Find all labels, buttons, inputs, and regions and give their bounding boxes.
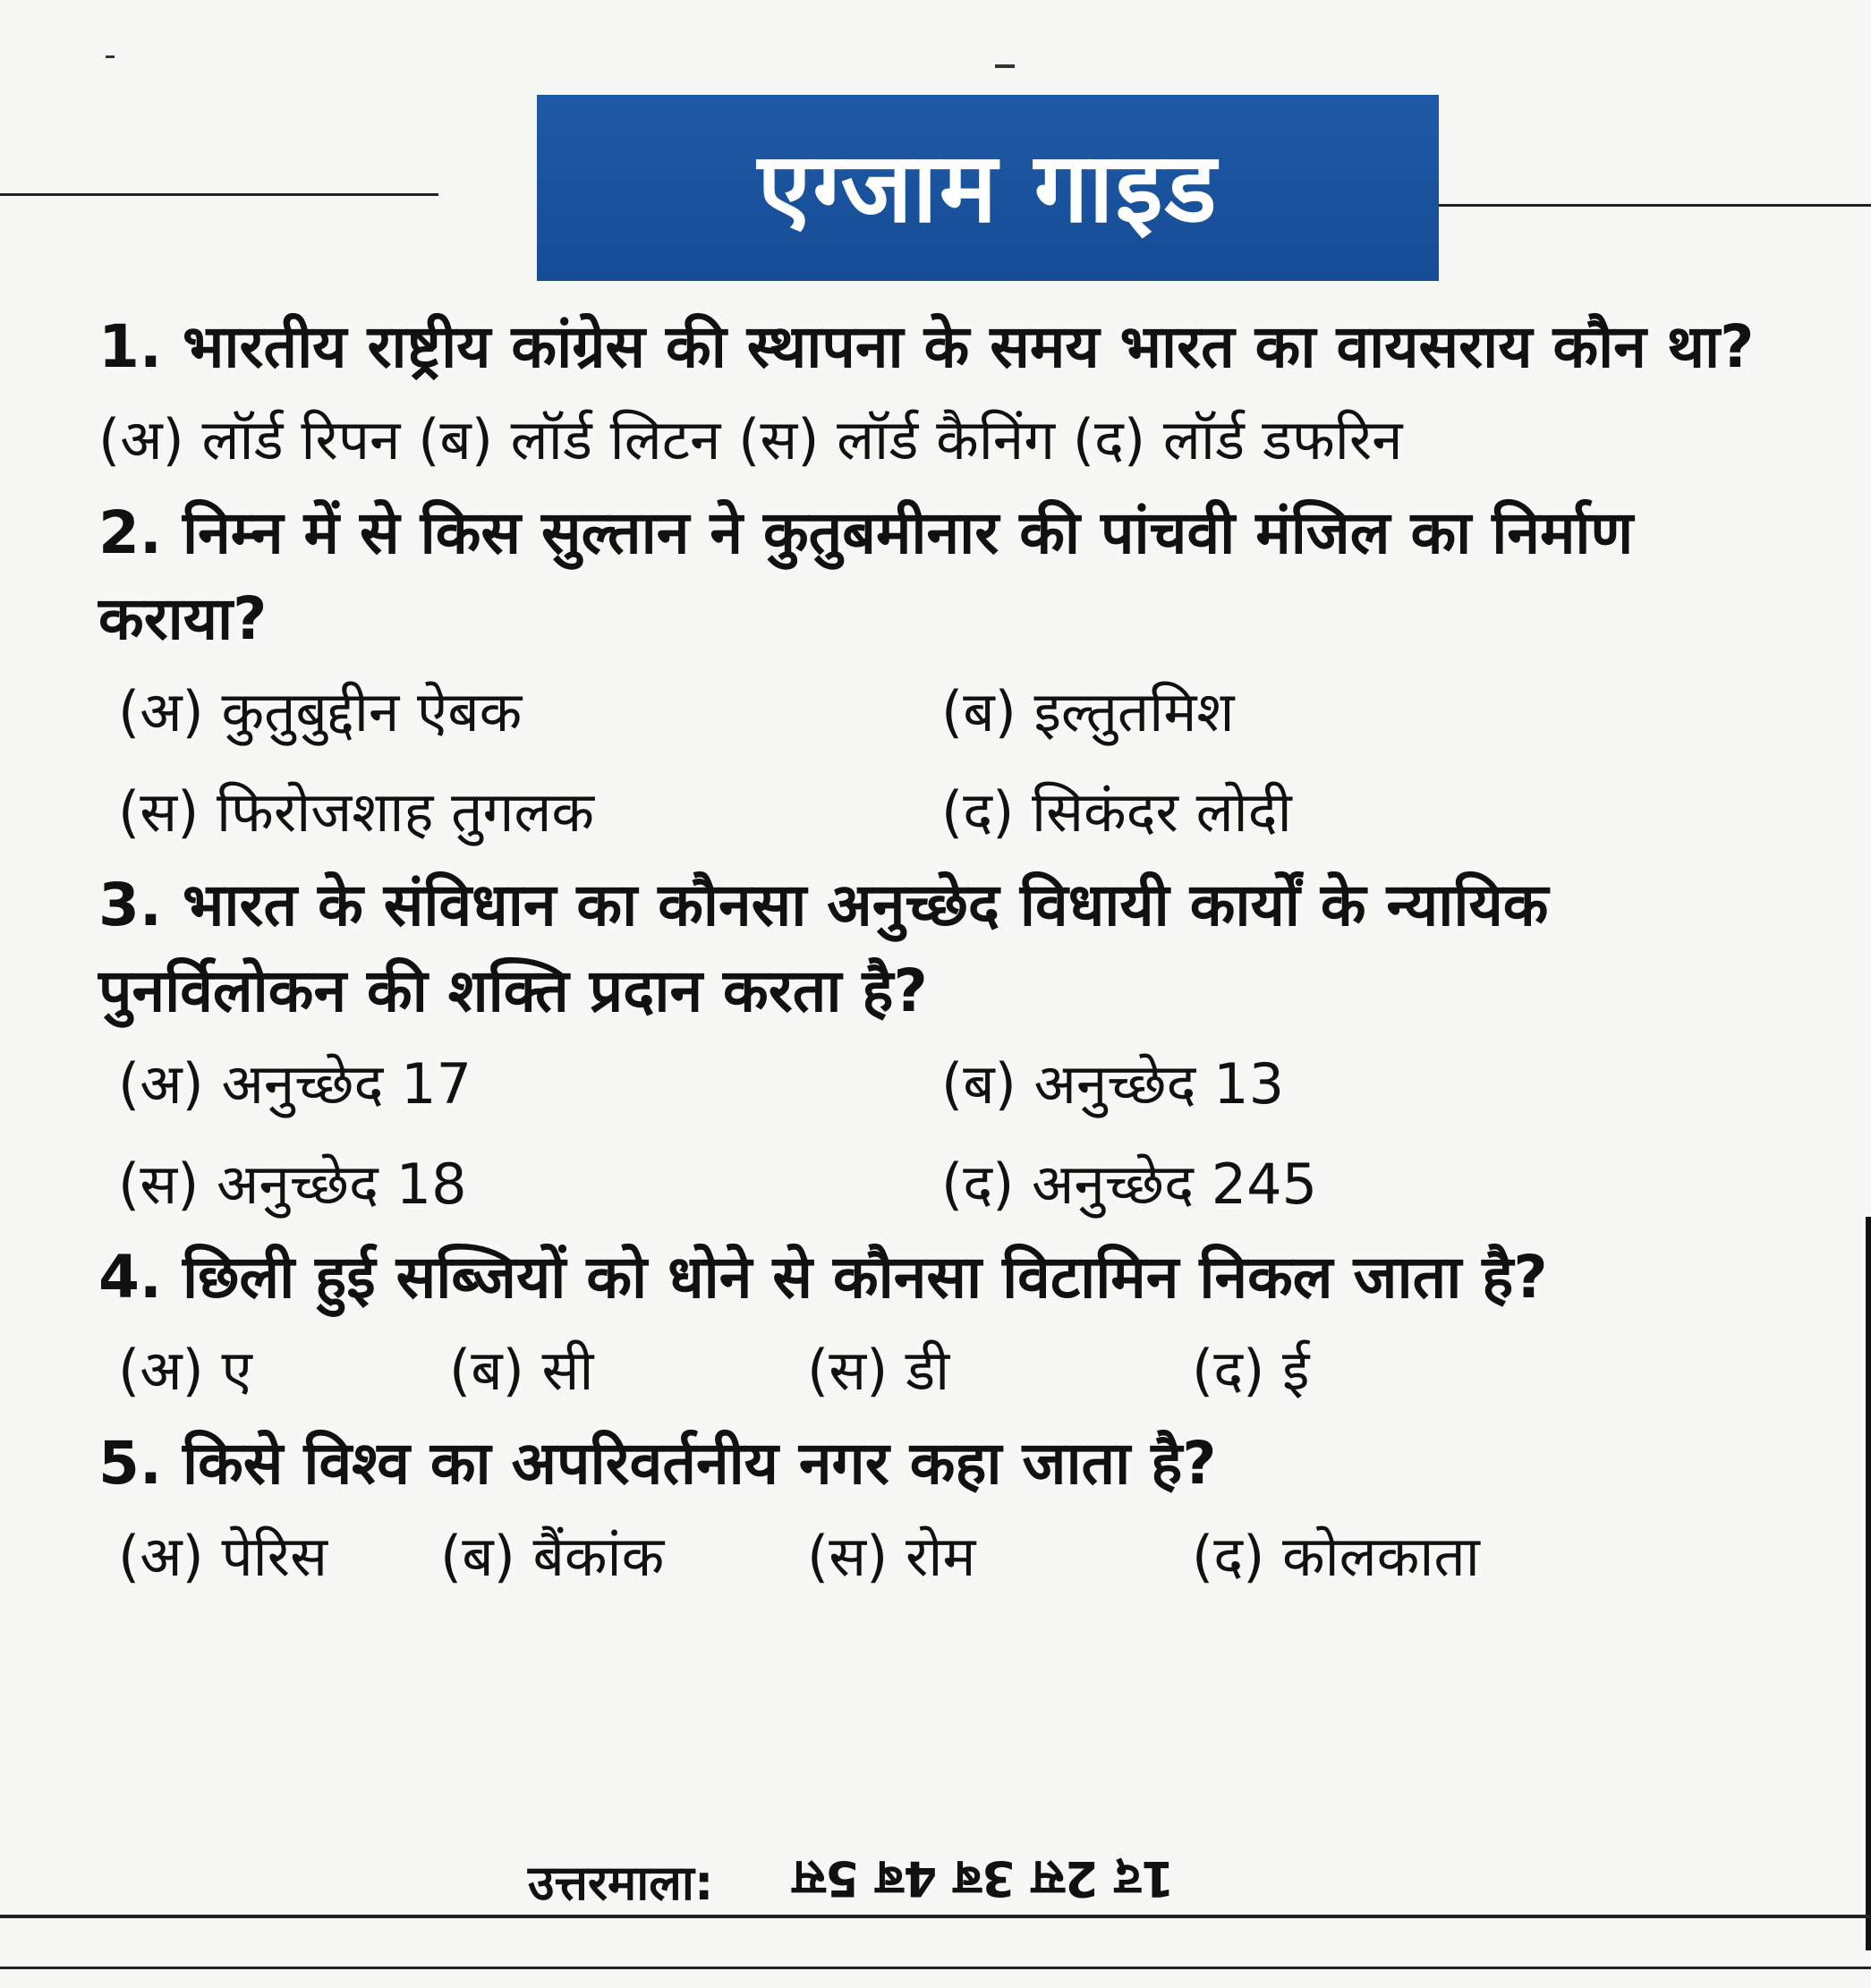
question-4 [98, 1235, 1816, 1421]
options-row [98, 390, 1816, 490]
question-number: 2. [98, 498, 162, 567]
option-d: (द) कोलकाता [1192, 1524, 1480, 1589]
question-2 [98, 490, 1816, 862]
option-d: (द) अनुच्छेद 245 [941, 1151, 1318, 1217]
page-rule-bottom [0, 1967, 1871, 1969]
question-text: छिली हुई सब्जियों को धोने से कौनसा विटामिन निकल जाता है? [182, 1243, 1548, 1312]
option-b: (ब) सी [449, 1338, 594, 1403]
option-c: (स) अनुच्छेद 18 [118, 1151, 467, 1217]
question-text: निम्न में से किस सुल्तान ने कुतुबमीनार की पांचवी मंजिल का निर्माण कराया? [98, 498, 1634, 653]
option-a: (अ) अनुच्छेद 17 [118, 1051, 472, 1117]
options-grid [98, 1034, 1816, 1235]
option-d: (द) लॉर्ड डफरिन [1072, 407, 1403, 472]
option-d: (द) ई [1192, 1338, 1310, 1403]
option-c: (स) लॉर्ड कैनिंग [738, 407, 1056, 472]
option-d: (द) सिकंदर लोदी [941, 779, 1292, 845]
question-number: 3. [98, 871, 162, 939]
options-grid [98, 662, 1816, 862]
question-3 [98, 862, 1816, 1235]
question-list [98, 304, 1816, 1607]
answer-key-label: उत्तरमाला: [528, 1855, 714, 1911]
option-c: (स) रोम [807, 1524, 976, 1589]
option-a: (अ) कुतुबुद्दीन ऐबक [118, 679, 523, 744]
option-a: (अ) लॉर्ड रिपन [98, 407, 401, 472]
question-1 [98, 304, 1816, 490]
option-c: (स) डी [807, 1338, 950, 1403]
option-b: (ब) बैंकांक [440, 1524, 665, 1589]
option-b: (ब) लॉर्ड लिटन [418, 407, 721, 472]
answer-key [528, 1848, 1175, 1914]
question-number: 4. [98, 1243, 162, 1312]
option-a: (अ) पेरिस [118, 1524, 327, 1589]
question-number: 5. [98, 1429, 162, 1498]
header-rule-right [1439, 204, 1871, 207]
option-b: (ब) इल्तुतमिश [941, 679, 1235, 744]
option-b: (ब) अनुच्छेद 13 [941, 1051, 1285, 1117]
question-text: भारतीय राष्ट्रीय कांग्रेस की स्थापना के समय भारत का वायसराय कौन था? [182, 312, 1755, 381]
option-c: (स) फिरोजशाह तुगलक [118, 779, 595, 845]
page-title: एग्जाम गाइड [757, 132, 1219, 244]
options-grid [98, 1507, 1816, 1607]
question-5 [98, 1421, 1816, 1607]
answer-key-codes: 1द 2स 3ब 4ब 5स [793, 1850, 1175, 1907]
options-grid [98, 1321, 1816, 1421]
question-number: 1. [98, 312, 162, 381]
header-rule-left [0, 193, 438, 196]
top-mark-center [995, 64, 1015, 68]
question-text: भारत के संविधान का कौनसा अनुच्छेद विधायी कार्यों के न्यायिक पुनर्विलोकन की शक्ति प्रदान करता है? [98, 871, 1549, 1025]
option-a: (अ) ए [118, 1338, 252, 1403]
header-banner [537, 95, 1439, 281]
question-text: किसे विश्व का अपरिवर्तनीय नगर कहा जाता है? [182, 1429, 1217, 1498]
box-border-right [1866, 1217, 1871, 1950]
top-mark-left [106, 55, 115, 58]
box-border-bottom [0, 1915, 1871, 1918]
